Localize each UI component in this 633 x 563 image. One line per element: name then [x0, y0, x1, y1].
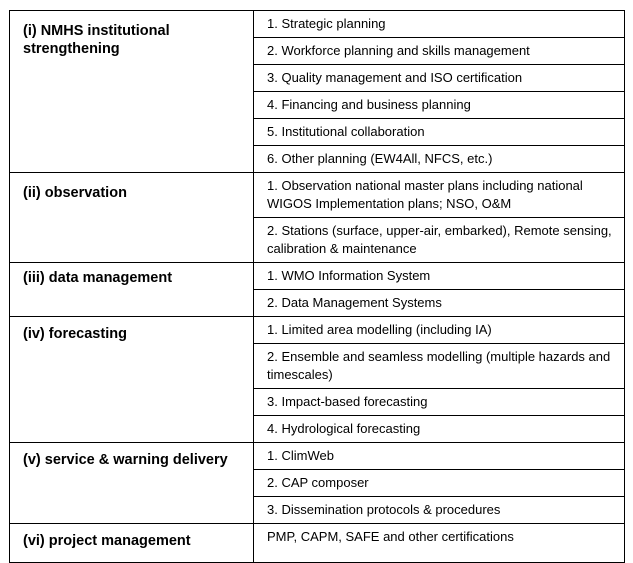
item-cell: 1. ClimWeb	[254, 443, 625, 470]
item-cell: PMP, CAPM, SAFE and other certifications	[254, 524, 625, 563]
item-cell: 1. Limited area modelling (including IA)	[254, 317, 625, 344]
category-cell: (i) NMHS institutional strengthening	[10, 11, 254, 173]
category-cell: (iii) data management	[10, 263, 254, 317]
item-cell: 5. Institutional collaboration	[254, 119, 625, 146]
table-row	[10, 443, 625, 470]
item-cell: 2. Ensemble and seamless modelling (multiple hazards and timescales)	[254, 344, 625, 389]
item-cell: 2. CAP composer	[254, 470, 625, 497]
item-cell: 6. Other planning (EW4All, NFCS, etc.)	[254, 146, 625, 173]
table-row	[10, 524, 625, 563]
item-cell: 1. Observation national master plans including national WIGOS Implementation plans; NSO, O&M	[254, 173, 625, 218]
table-row	[10, 11, 625, 38]
table-row	[10, 173, 625, 218]
table-row	[10, 317, 625, 344]
category-cell: (ii) observation	[10, 173, 254, 263]
capacity-areas-table	[9, 10, 625, 563]
category-cell: (vi) project management	[10, 524, 254, 563]
item-cell: 2. Data Management Systems	[254, 290, 625, 317]
table-row	[10, 263, 625, 290]
item-cell: 2. Workforce planning and skills management	[254, 38, 625, 65]
item-cell: 4. Hydrological forecasting	[254, 416, 625, 443]
category-cell: (v) service & warning delivery	[10, 443, 254, 524]
category-cell: (iv) forecasting	[10, 317, 254, 443]
item-cell: 3. Quality management and ISO certification	[254, 65, 625, 92]
item-cell: 4. Financing and business planning	[254, 92, 625, 119]
item-cell: 3. Impact-based forecasting	[254, 389, 625, 416]
item-cell: 1. Strategic planning	[254, 11, 625, 38]
item-cell: 1. WMO Information System	[254, 263, 625, 290]
item-cell: 2. Stations (surface, upper-air, embarked), Remote sensing, calibration & maintenance	[254, 218, 625, 263]
item-cell: 3. Dissemination protocols & procedures	[254, 497, 625, 524]
